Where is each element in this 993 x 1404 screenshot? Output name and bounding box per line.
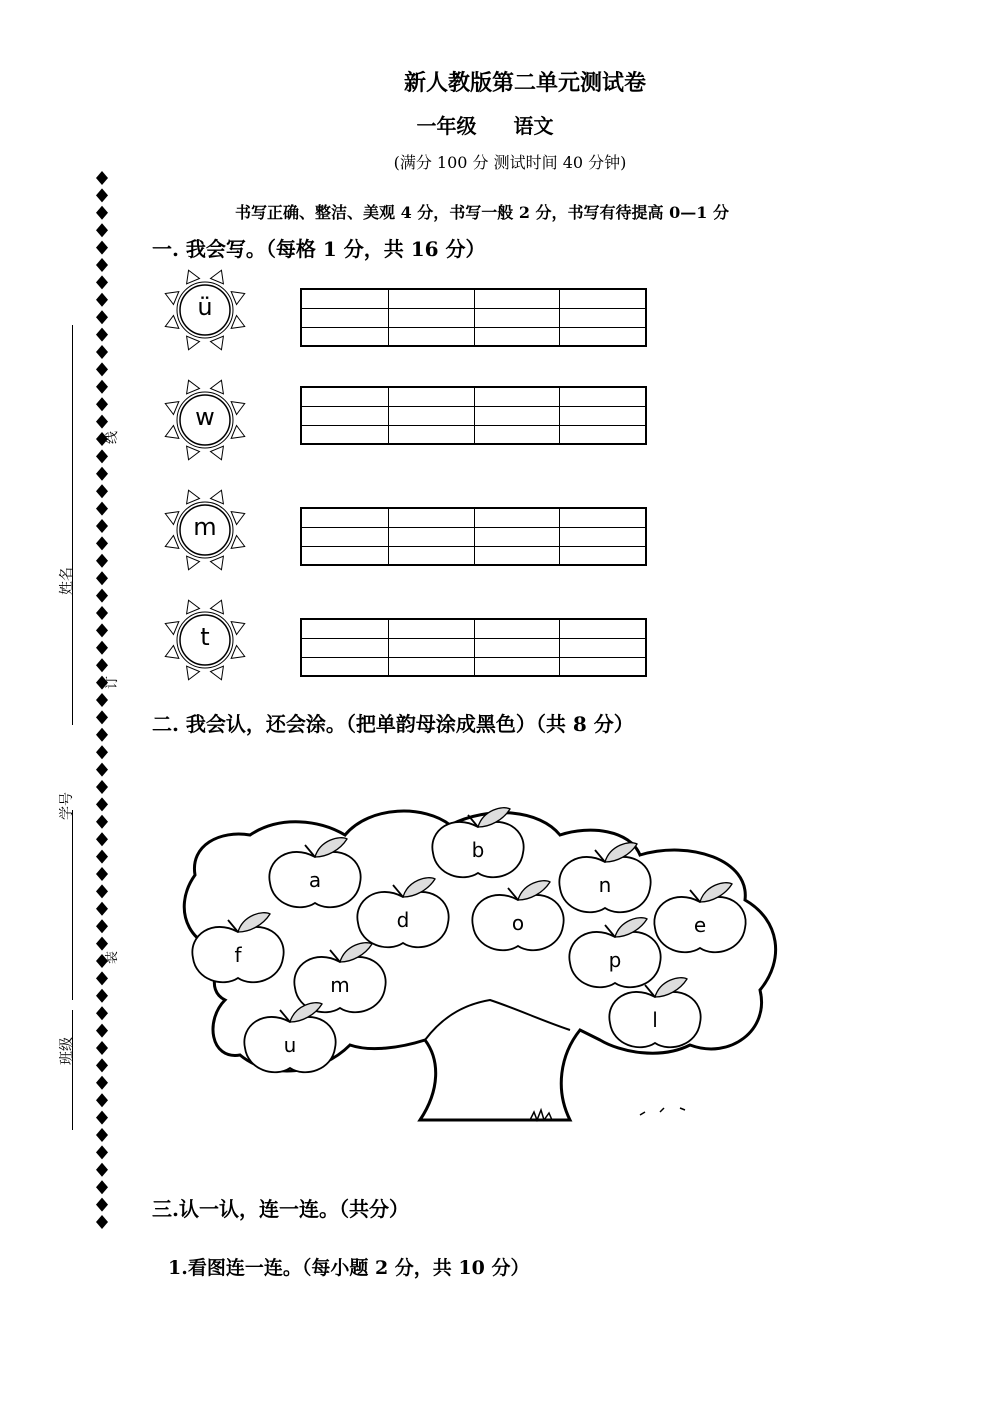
section1-heading: 一. 我会写。（每格 1 分，共 16 分） [152, 237, 486, 261]
pinyin-grid[interactable] [300, 507, 647, 566]
student-id-label: 学号 [59, 792, 75, 820]
apple-letter: f [234, 943, 242, 967]
score-info: (满分 100 分 测试时间 40 分钟) [393, 153, 627, 172]
diamond-binding-line [50, 170, 140, 1230]
class-label: 班级 [59, 1037, 75, 1065]
apple-letter: d [396, 908, 410, 932]
apple-letter: n [598, 873, 612, 897]
apple-letter: e [693, 913, 707, 937]
apple-tree-illustration [170, 790, 810, 1150]
page-title: 新人教版第二单元测试卷 [403, 70, 646, 96]
writing-row [160, 485, 660, 575]
writing-row [160, 375, 660, 465]
sun-letter: t [200, 623, 210, 651]
writing-note: 书写正确、整洁、美观 4 分，书写一般 2 分，书写有待提高 0—1 分 [235, 203, 729, 222]
section2-heading: 二. 我会认，还会涂。（把单韵母涂成黑色）（共 8 分） [152, 712, 634, 736]
apple-letter: u [283, 1033, 297, 1057]
sun-letter: w [195, 403, 215, 431]
grade-subject: 一年级 语文 [416, 114, 554, 138]
binding-char-bind: 订 [105, 675, 121, 690]
section1-rows [160, 265, 660, 695]
section3-subheading: 1.看图连一连。（每小题 2 分，共 10 分） [168, 1257, 530, 1279]
pinyin-grid[interactable] [300, 288, 647, 347]
pinyin-grid[interactable] [300, 618, 647, 677]
pinyin-grid[interactable] [300, 386, 647, 445]
apple-letter: o [511, 911, 525, 935]
apple-letter: p [608, 948, 622, 972]
writing-row [160, 595, 660, 685]
apple-letter: a [308, 868, 322, 892]
binding-margin [50, 170, 140, 1230]
binding-char-mount: 装 [105, 950, 121, 965]
apple-letter: m [330, 973, 350, 997]
sun-letter: ü [197, 293, 213, 321]
apple-letter: l [652, 1008, 658, 1032]
writing-row [160, 265, 660, 355]
apple-letter: b [471, 838, 485, 862]
binding-char-line: 线 [105, 430, 121, 445]
name-label: 姓名 [59, 567, 75, 595]
sun-letter: m [193, 513, 217, 541]
section3-heading: 三.认一认，连一连。（共分） [152, 1197, 409, 1221]
